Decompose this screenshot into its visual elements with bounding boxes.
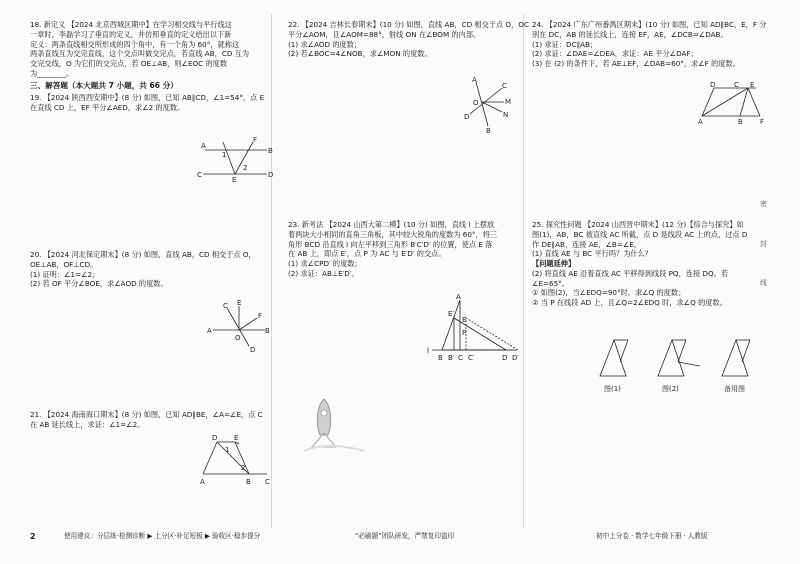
question-line: 图(1)，AB，BC 被直线 AC 所截，点 D 是线段 AC 上的点，过点 D — [532, 229, 748, 239]
fig-label: A — [456, 293, 461, 301]
fig-label: O — [473, 99, 479, 107]
fig-label: P — [462, 329, 467, 337]
fig-label: 1 — [225, 446, 230, 454]
fig-label: C — [458, 354, 463, 362]
question-line: 25. 探究性问题 【2024 山西晋中期末】(12 分)【综合与探究】如 — [532, 220, 744, 229]
fig-label: A — [207, 327, 212, 335]
question-line: (1) 证明：∠1=∠2； — [30, 269, 100, 279]
q24-figure — [694, 80, 770, 124]
fig-label: 2 — [241, 464, 246, 472]
column-divider — [523, 14, 524, 528]
rocket-logo-icon — [302, 395, 366, 465]
q25-figures — [594, 336, 772, 396]
fig-label: B — [486, 127, 491, 134]
question-line: 别在 DC，AB 的延长线上，连接 EF，AE，∠DCB=∠DAB。 — [532, 29, 728, 39]
question-20 — [30, 250, 270, 289]
page-footer — [0, 528, 800, 546]
question-line: (1) 求∠CPD′ 的度数； — [288, 259, 362, 269]
seal-char: 封 — [760, 239, 767, 248]
page-number: 2 — [30, 532, 36, 541]
fig-caption: 备用图 — [724, 385, 745, 393]
question-line: 在 AB 延长线上，求证：∠1=∠2。 — [30, 419, 145, 429]
fig-label: F — [253, 136, 258, 144]
fig-label: E — [232, 176, 237, 182]
question-line: (2) 若∠BOC=4∠NOB，求∠MON 的度数。 — [288, 49, 432, 59]
footer-slogan: “必刷题”团队研发，严禁复印盗印 — [355, 532, 455, 540]
q21-figure — [195, 430, 275, 486]
question-line: 【问题延伸】 — [532, 259, 576, 269]
question-25 — [532, 220, 762, 308]
fig-label: A — [201, 142, 206, 150]
fig-label: E — [462, 316, 467, 324]
question-line: 22. 【2024 吉林长春期末】(10 分) 如图，直线 AB，CD 相交于点 O，OC — [288, 20, 529, 29]
question-line: (2) 求证：AB⊥E′D′。 — [288, 268, 359, 278]
question-line: 19. 【2024 陕西西安期中】(8 分) 如图，已知 AB∥CD，∠1=54°，点 E — [30, 93, 265, 102]
fig-label: C — [502, 82, 507, 90]
fig-label: N — [503, 111, 509, 119]
fig-label: D — [464, 113, 470, 121]
question-line: 23. 新考法 【2024 山西大第二模】(10 分) 如图，直线 l 上摆放 — [288, 220, 495, 229]
fig-label: C — [197, 171, 202, 179]
fig-label: B — [738, 118, 743, 124]
question-line: 两条直线互为交完直线，这个交点叫做交完点，若直线 AB，CD 互为 — [30, 49, 250, 59]
fig-label: l — [427, 347, 429, 355]
fig-label: D — [268, 171, 274, 179]
fig-label: 2 — [243, 164, 248, 172]
question-line: 24. 【2024 广东广州番禺区期末】(10 分) 如图，已知 AD∥BC，E，F 分 — [532, 20, 767, 29]
question-line: 在直线 CD 上，EF 平分∠AED，求∠2 的度数。 — [30, 102, 185, 112]
fig-label: D — [710, 81, 716, 89]
q20-figure — [205, 300, 271, 352]
fig-label: O — [235, 334, 241, 342]
fig-label: B — [268, 147, 273, 155]
question-line: (1) 直线 AE 与 BC 平行吗？为什么？ — [532, 249, 652, 259]
question-line: OE⊥AB，OF⊥CD。 — [30, 259, 98, 269]
question-line: 定义：两条直线相交所形成的四个角中，有一个角为 60°，就称这 — [30, 39, 240, 49]
question-line: 20. 【2024 河北保定期末】(8 分) 如图，直线 AB，CD 相交于点 O， — [30, 250, 256, 259]
q25-figure-1 — [600, 340, 628, 376]
fig-label: D — [212, 434, 218, 442]
question-line: (2) 若 OF 平分∠BOE，求∠AOD 的度数。 — [30, 279, 168, 289]
question-24 — [532, 20, 767, 69]
fig-label: D — [502, 354, 508, 362]
fig-caption: 图(1) — [604, 385, 621, 393]
section-heading: 三、解答题（本大题共 7 小题，共 66 分） — [30, 80, 178, 90]
question-line: 18. 新定义 【2024 北京西城区期中】在学习相交线与平行线这 — [30, 20, 232, 29]
q19-figure — [195, 136, 275, 182]
fig-label: M — [505, 98, 512, 106]
question-line: 交完交线，O 为它们的交完点，若 OE⊥AB，则∠EOC 的度数 — [30, 59, 228, 69]
fig-caption: 图(2) — [662, 385, 679, 393]
fig-label: E — [750, 81, 755, 89]
question-line: ② 当 P 在线段 AD 上，且∠Q=2∠EDQ 时，求∠Q 的度数。 — [532, 298, 727, 308]
fig-label: D — [250, 346, 256, 352]
usage-hint: 使用建议：分层练·检测诊断 ▶ 上分区·补足短板 ▶ 验收区·稳步提分 — [64, 532, 261, 540]
q25-figure-2 — [658, 340, 700, 376]
question-line: 作 DE∥AB，连接 AE，∠B=∠E。 — [532, 239, 642, 249]
fig-label: E — [234, 434, 239, 442]
question-line: 着两块大小相同的直角三角板，其中较大锐角的度数为 60°，将三 — [288, 229, 498, 239]
fig-label: A — [472, 76, 477, 84]
fig-label: B′ — [448, 354, 455, 362]
question-21 — [30, 410, 270, 430]
fig-label: C′ — [468, 354, 475, 362]
fig-label: 1 — [222, 151, 227, 159]
question-line: 平分∠AOM，且∠AOM=88°，射线 ON 在∠BOM 的内部。 — [288, 29, 481, 39]
question-22 — [288, 20, 529, 59]
q23-figure — [426, 292, 522, 366]
question-23 — [288, 220, 520, 279]
fig-label: D′ — [512, 354, 519, 362]
fig-label: E′ — [448, 310, 455, 318]
left-column — [30, 20, 270, 115]
fig-label: C — [734, 81, 739, 89]
q22-figure — [458, 74, 514, 134]
book-title: 初中上分卷 · 数学七年级下册 · 人教版 — [596, 532, 708, 540]
question-line: (1) 求∠AOD 的度数； — [288, 39, 362, 49]
seal-char: 线 — [760, 279, 767, 288]
seal-char: 密 — [760, 200, 767, 208]
binding-seal — [760, 200, 767, 319]
fig-label: C — [223, 302, 228, 310]
fig-label: C — [265, 478, 270, 486]
fig-label: B — [265, 327, 270, 335]
question-line: ∠E=65°。 — [532, 278, 569, 288]
question-line: 角形 BCD 沿直线 l 向左平移到三角形 B′C′D′ 的位置，使点 E 落 — [288, 239, 493, 249]
question-line: 为________。 — [30, 68, 74, 78]
fig-label: A — [698, 118, 703, 124]
question-line: ① 如图(2)，当∠EDQ=90°时，求∠Q 的度数； — [532, 288, 686, 298]
fig-label: A — [200, 478, 205, 486]
fig-label: F — [258, 312, 263, 320]
question-line: 在 AB 上，即点 E′，点 P 为 AC 与 E′D′ 的交点。 — [288, 249, 446, 259]
question-line: (3) 在 (2) 的条件下，若 AE⊥EF，∠DAB=60°，求∠F 的度数。 — [532, 59, 740, 69]
question-line: (2) 求证：∠DAE=∠DEA，求证：AE 平分∠DAF； — [532, 49, 698, 59]
question-line: (1) 求证：DC∥AB； — [532, 39, 598, 49]
fig-label: B — [246, 478, 251, 486]
question-line: 一章时，李磊学习了垂直的定义，并仿照垂直的定义给出以下新 — [30, 29, 232, 39]
fig-label: E — [237, 300, 242, 307]
question-line: 21. 【2024 海南海口期末】(8 分) 如图，已知 AD∥BE，∠A=∠E，点 C — [30, 410, 263, 419]
fig-label: B — [438, 354, 443, 362]
q25-spare-figure — [722, 340, 750, 376]
question-line: (2) 将直线 AE 沿着直线 AC 平移得到线段 PQ，连接 DQ。若 — [532, 268, 729, 278]
question-19 — [30, 93, 270, 113]
question-18 — [30, 20, 270, 79]
fig-label: F — [760, 118, 765, 124]
